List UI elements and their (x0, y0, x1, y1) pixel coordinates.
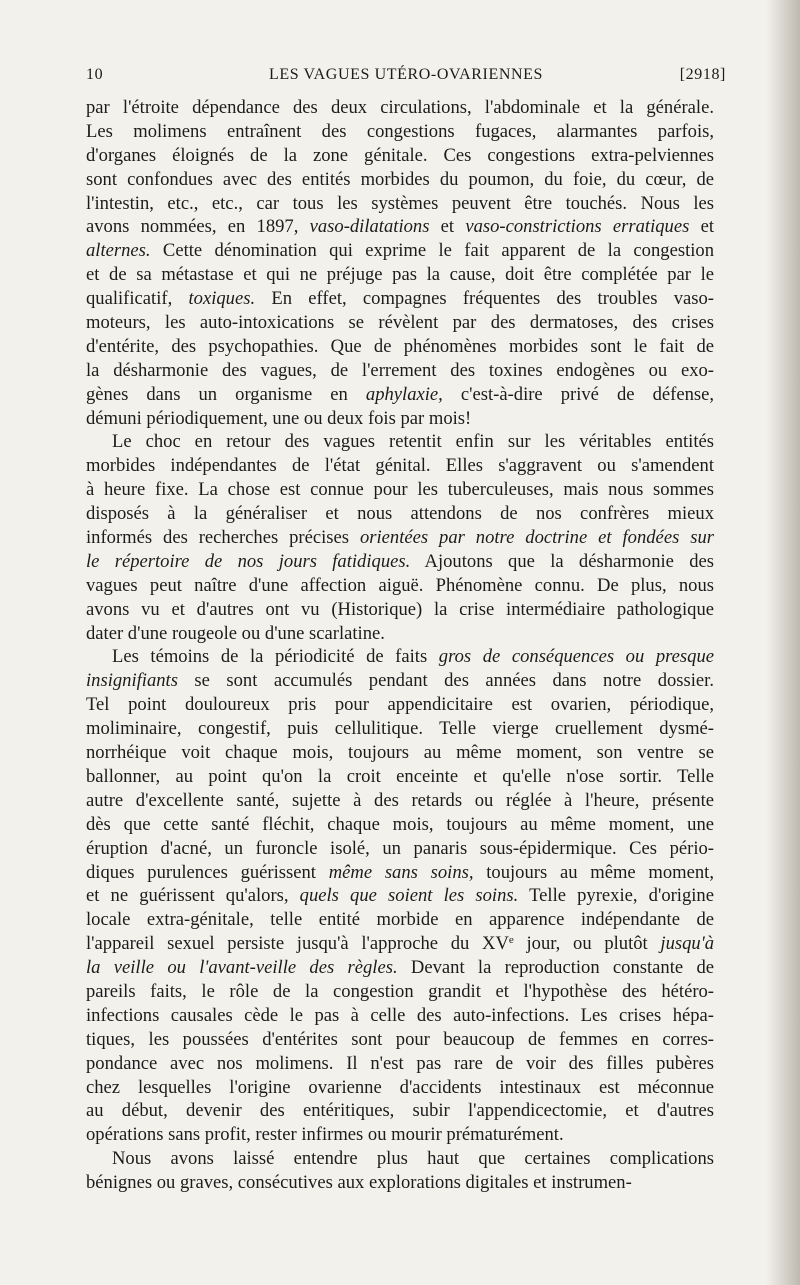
text-run: Les témoins de la périodicité de faits (112, 646, 439, 668)
text-run: dater d'une rougeole ou d'une scarlatine. (86, 622, 385, 644)
superscript: e (508, 934, 514, 947)
text-line (86, 980, 714, 1004)
page-reference: [2918] (679, 66, 726, 83)
text-run: pareils faits, le rôle de la congestion grandit et l'hypothèse des hétéro- (86, 980, 714, 1002)
text-line (86, 1099, 714, 1123)
text-run: Nous avons laissé entendre plus haut que certaines complications (112, 1148, 714, 1170)
text-run: chez lesquelles l'origine ovarienne d'accidents intestinaux est méconnue (86, 1076, 714, 1098)
text-run: d'entérite, des psychopathies. Que de phénomènes morbides sont le fait de (86, 335, 714, 357)
text-line (86, 813, 714, 837)
text-line (86, 430, 714, 454)
text-line (86, 1147, 714, 1171)
text-run: disposés à la généraliser et nous attendons de nos confrères mieux (86, 503, 714, 525)
text-run: Devant la reproduction constante de (397, 957, 714, 979)
text-run: toujours au même moment, (473, 861, 714, 883)
running-header (86, 58, 726, 92)
text-run: avons nommées, en 1897, (86, 216, 310, 238)
text-line (86, 908, 714, 932)
text-run: l'intestin, etc., etc., car tous les systèmes peuvent être touchés. Nous les (86, 192, 714, 214)
text-run: dès que cette santé fléchit, chaque mois, toujours au même moment, une (86, 813, 714, 835)
text-line (86, 1076, 714, 1100)
text-line (86, 884, 714, 908)
italic-text: jusqu'à (660, 933, 714, 955)
text-run: au début, devenir des entéritiques, subir l'appendicectomie, et d'autres (86, 1100, 714, 1122)
italic-text: la veille ou l'avant-veille des règles. (86, 957, 398, 979)
text-line (86, 215, 714, 239)
text-line (86, 263, 714, 287)
text-run: éruption d'acné, un furoncle isolé, un panaris sous-épidermique. Ces pério- (86, 837, 714, 859)
text-line (86, 598, 714, 622)
text-run: la désharmonie des vagues, de l'errement des toxines endogènes ou exo- (86, 359, 714, 381)
text-run: Ajoutons que la désharmonie des (410, 550, 714, 572)
italic-text: vaso-dilatations (309, 216, 430, 238)
text-line (86, 502, 714, 526)
text-line (86, 837, 714, 861)
text-run: d'organes éloignés de la zone génitale. Ces congestions extra-pelviennes (86, 144, 714, 166)
text-run: et de sa métastase et qui ne préjuge pas la cause, doit être complétée par le (86, 264, 714, 286)
text-line (86, 383, 714, 407)
text-line (86, 693, 714, 717)
text-run: Le choc en retour des vagues retentit enfin sur les véritables entités (112, 431, 714, 453)
text-run: gènes dans un organisme en (86, 383, 366, 405)
text-run: Telle pyrexie, d'origine (518, 885, 714, 907)
text-run: et (429, 216, 466, 238)
text-line (86, 454, 714, 478)
text-run: En effet, compagnes fréquentes des troubles vaso- (255, 288, 714, 310)
text-line (86, 120, 714, 144)
text-run: Cette dénomination qui exprime le fait apparent de la congestion (150, 240, 714, 262)
text-line (86, 192, 714, 216)
italic-text: alternes. (86, 240, 151, 262)
text-run: par l'étroite dépendance des deux circulations, l'abdominale et la générale. (86, 97, 714, 118)
text-run: avons vu et d'autres ont vu (Historique) la crise intermédiaire pathologique (86, 598, 714, 620)
text-run: informés des recherches précises (86, 527, 360, 549)
text-run: diques purulences guérissent (86, 861, 329, 883)
text-run: autre d'excellente santé, sujette à des retards ou réglée à l'heure, présente (86, 789, 714, 811)
text-line (86, 932, 714, 956)
text-run: l'appareil sexuel persiste jusqu'à l'approche du XV (86, 933, 509, 955)
text-run: morbides indépendantes de l'état génital. Elles s'aggravent ou s'amendent (86, 455, 714, 477)
running-title: LES VAGUES UTÉRO-OVARIENNES (269, 66, 543, 83)
italic-text: même sans soins, (328, 861, 474, 883)
text-line (86, 789, 714, 813)
text-run: et ne guérissent qu'alors, (86, 885, 300, 907)
text-line (86, 168, 714, 192)
text-run: se sont accumulés pendant des années dans notre dossier. (177, 670, 714, 692)
text-run: moteurs, les auto-intoxications se révèlent par des dermatoses, des crises (86, 312, 714, 334)
text-run: norrhéique voit chaque mois, toujours au même moment, son ventre se (86, 742, 714, 764)
text-line (86, 1004, 714, 1028)
text-run: bénignes ou graves, consécutives aux explorations digitales et instrumen- (86, 1172, 632, 1194)
text-run: infections causales cède le pas à celle des auto-infections. Les crises hépa- (86, 1004, 714, 1026)
text-line (86, 669, 714, 693)
text-line (86, 574, 714, 598)
text-run: moliminaire, congestif, puis cellulitique. Telle vierge cruellement dysmé- (86, 718, 714, 740)
text-line (86, 765, 714, 789)
italic-text: toxiques. (188, 288, 256, 310)
italic-text: orientées par notre doctrine et fondées sur (359, 527, 714, 549)
text-line (86, 956, 714, 980)
text-run: opérations sans profit, rester infirmes ou mourir prématurément. (86, 1124, 564, 1146)
italic-text: quels que soient les soins. (299, 885, 519, 907)
text-line (86, 550, 714, 574)
text-line (86, 239, 714, 263)
italic-text: insignifiants (86, 670, 178, 692)
text-run: locale extra-génitale, telle entité morbide en apparence indépendante de (86, 909, 714, 931)
text-line (86, 645, 714, 669)
text-line (86, 407, 714, 431)
text-run: Tel point douloureux pris pour appendicitaire est ovarien, périodique, (86, 694, 714, 716)
text-line (86, 1052, 714, 1076)
body-text (86, 96, 714, 1195)
text-run: tiques, les poussées d'entérites sont pour beaucoup de femmes en corres- (86, 1028, 714, 1050)
text-run: ballonner, au point qu'on la croit enceinte et qu'elle n'ose sortir. Telle (86, 765, 714, 787)
text-run: qualificatif, (86, 288, 189, 310)
text-line (86, 287, 714, 311)
text-line (86, 478, 714, 502)
text-line (86, 1028, 714, 1052)
text-run: sont confondues avec des entités morbides du poumon, du foie, du cœur, de (86, 168, 714, 190)
text-run: c'est-à-dire privé de défense, (442, 383, 714, 405)
italic-text: gros de conséquences ou presque (438, 646, 714, 668)
italic-text: aphylaxie, (365, 383, 443, 405)
text-line (86, 717, 714, 741)
text-line (86, 335, 714, 359)
text-run: Les molimens entraînent des congestions fugaces, alarmantes parfois, (86, 120, 714, 142)
text-run: vagues peut naître d'une affection aiguë. Phénomène connu. De plus, nous (86, 574, 714, 596)
text-line (86, 96, 714, 120)
text-run: jour, ou plutôt (513, 933, 661, 955)
text-line (86, 1171, 714, 1195)
text-line (86, 526, 714, 550)
text-run: et (689, 216, 714, 238)
page-number: 10 (86, 66, 104, 83)
text-line (86, 1123, 714, 1147)
text-line (86, 311, 714, 335)
text-line (86, 741, 714, 765)
page-edge-shadow (766, 0, 800, 1285)
text-line (86, 861, 714, 885)
italic-text: le répertoire de nos jours fatidiques. (86, 550, 411, 572)
text-line (86, 359, 714, 383)
text-line (86, 144, 714, 168)
italic-text: vaso-constrictions erratiques (465, 216, 690, 238)
text-line (86, 622, 714, 646)
text-run: démuni périodiquement, une ou deux fois par mois! (86, 407, 472, 429)
text-run: à heure fixe. La chose est connue pour les tuberculeuses, mais nous sommes (86, 479, 714, 501)
text-run: pondance avec nos molimens. Il n'est pas rare de voir des filles pubères (86, 1052, 714, 1074)
